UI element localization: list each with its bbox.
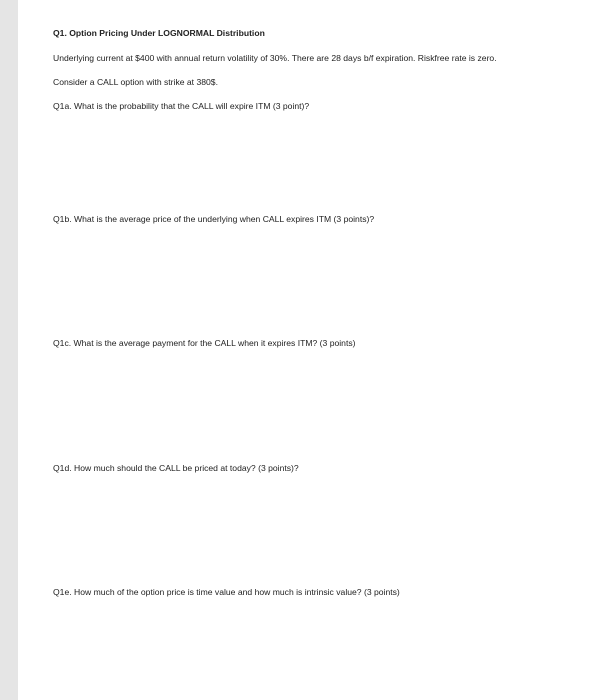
question-q1b: Q1b. What is the average price of the underlying when CALL expires ITM (3 points)? [53,214,375,224]
question-q1c: Q1c. What is the average payment for the CALL when it expires ITM? (3 points) [53,338,356,348]
underlying-description: Underlying current at $400 with annual return volatility of 30%. There are 28 days b/f expiration. Riskfree rate is zero. [53,53,497,63]
question-q1e: Q1e. How much of the option price is time value and how much is intrinsic value? (3 points) [53,587,400,597]
left-page-margin [0,0,18,700]
question-title: Q1. Option Pricing Under LOGNORMAL Distribution [53,28,265,38]
question-q1a: Q1a. What is the probability that the CALL will expire ITM (3 point)? [53,101,310,111]
document-page [18,0,600,700]
question-q1d: Q1d. How much should the CALL be priced at today? (3 points)? [53,463,299,473]
call-option-setup: Consider a CALL option with strike at 380$. [53,77,218,87]
